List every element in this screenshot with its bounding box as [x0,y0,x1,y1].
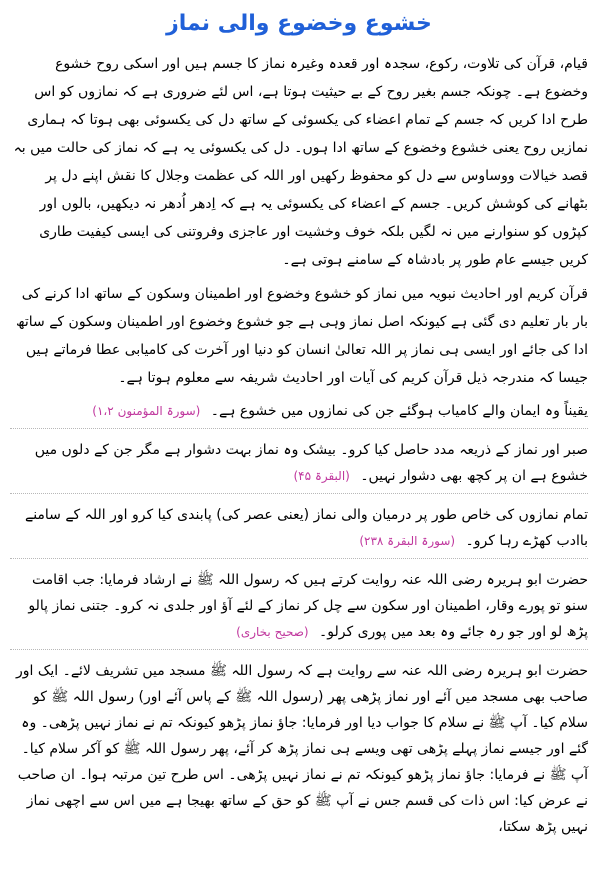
quote-text: حضرت ابو ہریرہ رضی اللہ عنہ روایت کرتے ہیں کہ رسول اللہ ﷺ نے ارشاد فرمایا: جب اقامت سنو تو پورے وقار، اطمینان اور سکون سے چل کر نماز کے لئے آؤ اور جلدی نہ کرو۔ جتنی نماز پالو پڑھ لو اور جو رہ جائے وہ بعد میں پوری کرلو۔ [28,572,588,640]
quote-1 [10,398,588,424]
divider [10,649,588,650]
quote-reference: (سورۃ البقرۃ ۲۳۸) [359,534,456,548]
intro-paragraph-1: قیام، قرآن کی تلاوت، رکوع، سجدہ اور قعدہ وغیرہ نماز کا جسم ہیں اور اسکی روح خشوع وخضوع ہے۔ چونکہ جسم بغیر روح کے بے حیثیت ہوتا ہے، اس لئے ضروری ہے کہ نمازوں کو اس طرح ادا کریں کہ جسم کے تمام اعضاء کی یکسوئی کے ساتھ دل کی یکسوئی بھی ہوتا کہ ہماری نمازیں روح یعنی خشوع وخضوع کے ساتھ ادا ہوں۔ دل کی یکسوئی یہ ہے کہ نماز کی حالت میں بہ قصد خیالات ووساوس سے دل کو محفوظ رکھیں اور اللہ کی عظمت وجلال کا نقش اپنے دل پر بٹھانے کی کوشش کریں۔ جسم کے اعضاء کی یکسوئی یہ ہے کہ اِدھر اُدھر نہ دیکھیں، بالوں اور کپڑوں کو سنوارنے میں نہ لگیں بلکہ خوف وخشیت اور عاجزی وفروتنی کی ایسی کیفیت طاری کریں جیسے عام طور پر بادشاہ کے سامنے ہوتی ہے۔ [13,56,588,268]
quote-reference: (سورۃ المؤمنون ۱،۲) [92,404,201,418]
divider [10,558,588,559]
quote-4 [10,567,588,645]
quote-5 [10,658,588,840]
quote-text: یقیناً وہ ایمان والے کامیاب ہوگئے جن کی نمازوں میں خشوع ہے۔ [210,403,588,419]
divider [10,493,588,494]
quote-reference: (البقرۃ ۴۵) [293,469,350,483]
quote-text: تمام نمازوں کی خاص طور پر درمیان والی نماز (یعنی عصر کی) پابندی کیا کرو اور اللہ کے سامنے باادب کھڑے رہا کرو۔ [24,507,588,549]
quote-reference: (صحیح بخاری) [236,625,309,639]
page-title: خشوع وخضوع والی نماز [166,11,432,36]
quote-text: صبر اور نماز کے ذریعہ مدد حاصل کیا کرو۔ بیشک وہ نماز بہت دشوار ہے مگر جن کے دلوں میں خشوع ہے ان پر کچھ بھی دشوار نہیں۔ [34,442,588,484]
quote-3 [10,502,588,554]
quote-text: حضرت ابو ہریرہ رضی اللہ عنہ سے روایت ہے کہ رسول اللہ ﷺ مسجد میں تشریف لائے۔ ایک اور صاحب بھی مسجد میں آئے اور نماز پڑھی پھر (رسول اللہ ﷺ کے پاس آئے اور) رسول اللہ ﷺ کو سلام کیا۔ آپ ﷺ نے سلام کا جواب دیا اور فرمایا: جاؤ نماز پڑھو کیونکہ تم نے نماز نہیں پڑھی۔ وہ گئے اور جیسے نماز پہلے پڑھی تھی ویسے ہی نماز پڑھ کر آئے، پھر رسول اللہ ﷺ کو آکر سلام کیا۔ آپ ﷺ نے فرمایا: جاؤ نماز پڑھو کیونکہ تم نے نماز نہیں پڑھی۔ اس طرح تین مرتبہ ہوا۔ ان صاحب نے عرض کیا: اس ذات کی قسم جس نے آپ ﷺ کو حق کے ساتھ بھیجا ہے میں اس سے اچھی نماز نہیں پڑھ سکتا، [16,663,588,835]
divider [10,428,588,429]
quote-2 [10,437,588,489]
intro-paragraph-2: قرآن کریم اور احادیث نبویہ میں نماز کو خشوع وخضوع اور اطمینان وسکون کے ساتھ ادا کرنے کی بار بار تعلیم دی گئی ہے کیونکہ اصل نماز وہی ہے جو خشوع وخضوع اور اطمینان وسکون کے ساتھ ادا کی جائے اور ایسی ہی نماز پر اللہ تعالیٰ انسان کو دنیا اور آخرت کی کامیابی عطا فرماتے ہیں جیسا کہ مندرجہ ذیل قرآن کریم کی آیات اور احادیث شریفہ سے معلوم ہوتا ہے۔ [16,286,588,386]
